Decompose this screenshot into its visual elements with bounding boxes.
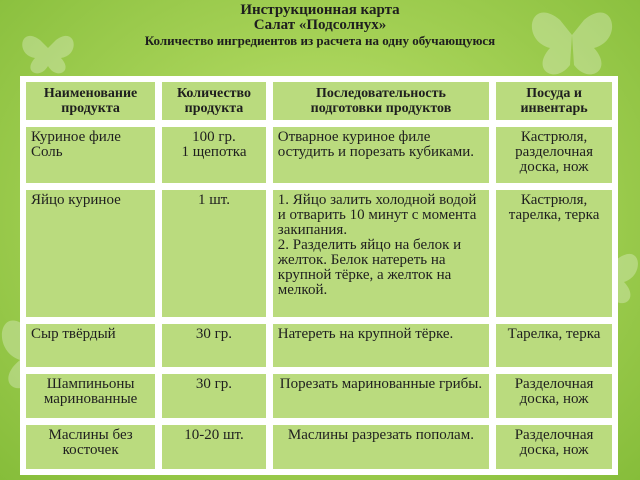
table-row (25, 373, 613, 419)
cell-product: Шампиньоны маринованные (25, 373, 156, 419)
header-tools: Посуда и инвентарь (495, 81, 613, 121)
cell-tools: Тарелка, терка (495, 323, 613, 369)
cell-steps: 1. Яйцо залить холодной водой и отварить 10 минут с момента закипания. 2. Разделить яйцо на белок и желток. Белок натереть на крупной тёрке, а желток на мелкой. (272, 189, 490, 318)
table-header-row (25, 81, 613, 121)
header-steps: Последовательность подготовки продуктов (272, 81, 490, 121)
cell-product: Маслины без косточек (25, 424, 156, 470)
header-product: Наименование продукта (25, 81, 156, 121)
recipe-title: Салат «Подсолнух» (253, 17, 387, 33)
cell-tools: Кастрюля, разделочная доска, нож (495, 126, 613, 184)
cell-product: Сыр твёрдый (25, 323, 156, 369)
cell-tools: Разделочная доска, нож (495, 373, 613, 419)
card-title: Инструкционная карта (240, 2, 400, 18)
cell-tools: Разделочная доска, нож (495, 424, 613, 470)
cell-quantity: 30 гр. (161, 323, 267, 369)
table-row (25, 126, 613, 184)
instruction-table (20, 76, 618, 475)
cell-quantity: 30 гр. (161, 373, 267, 419)
cell-quantity: 100 гр. 1 щепотка (161, 126, 267, 184)
cell-steps: Натереть на крупной тёрке. (272, 323, 490, 369)
header-quantity: Количество продукта (161, 81, 267, 121)
cell-tools: Кастрюля, тарелка, терка (495, 189, 613, 318)
cell-quantity: 1 шт. (161, 189, 267, 318)
portion-note: Количество ингредиентов из расчета на одну обучающуюся (144, 33, 496, 48)
cell-steps: Отварное куриное филе остудить и порезать кубиками. (272, 126, 490, 184)
table-row (25, 323, 613, 369)
table-row (25, 424, 613, 470)
cell-product: Куриное филе Соль (25, 126, 156, 184)
document-header (0, 3, 640, 48)
cell-product: Яйцо куриное (25, 189, 156, 318)
table-row (25, 189, 613, 318)
cell-steps: Маслины разрезать пополам. (272, 424, 490, 470)
cell-steps: Порезать маринованные грибы. (272, 373, 490, 419)
cell-quantity: 10-20 шт. (161, 424, 267, 470)
